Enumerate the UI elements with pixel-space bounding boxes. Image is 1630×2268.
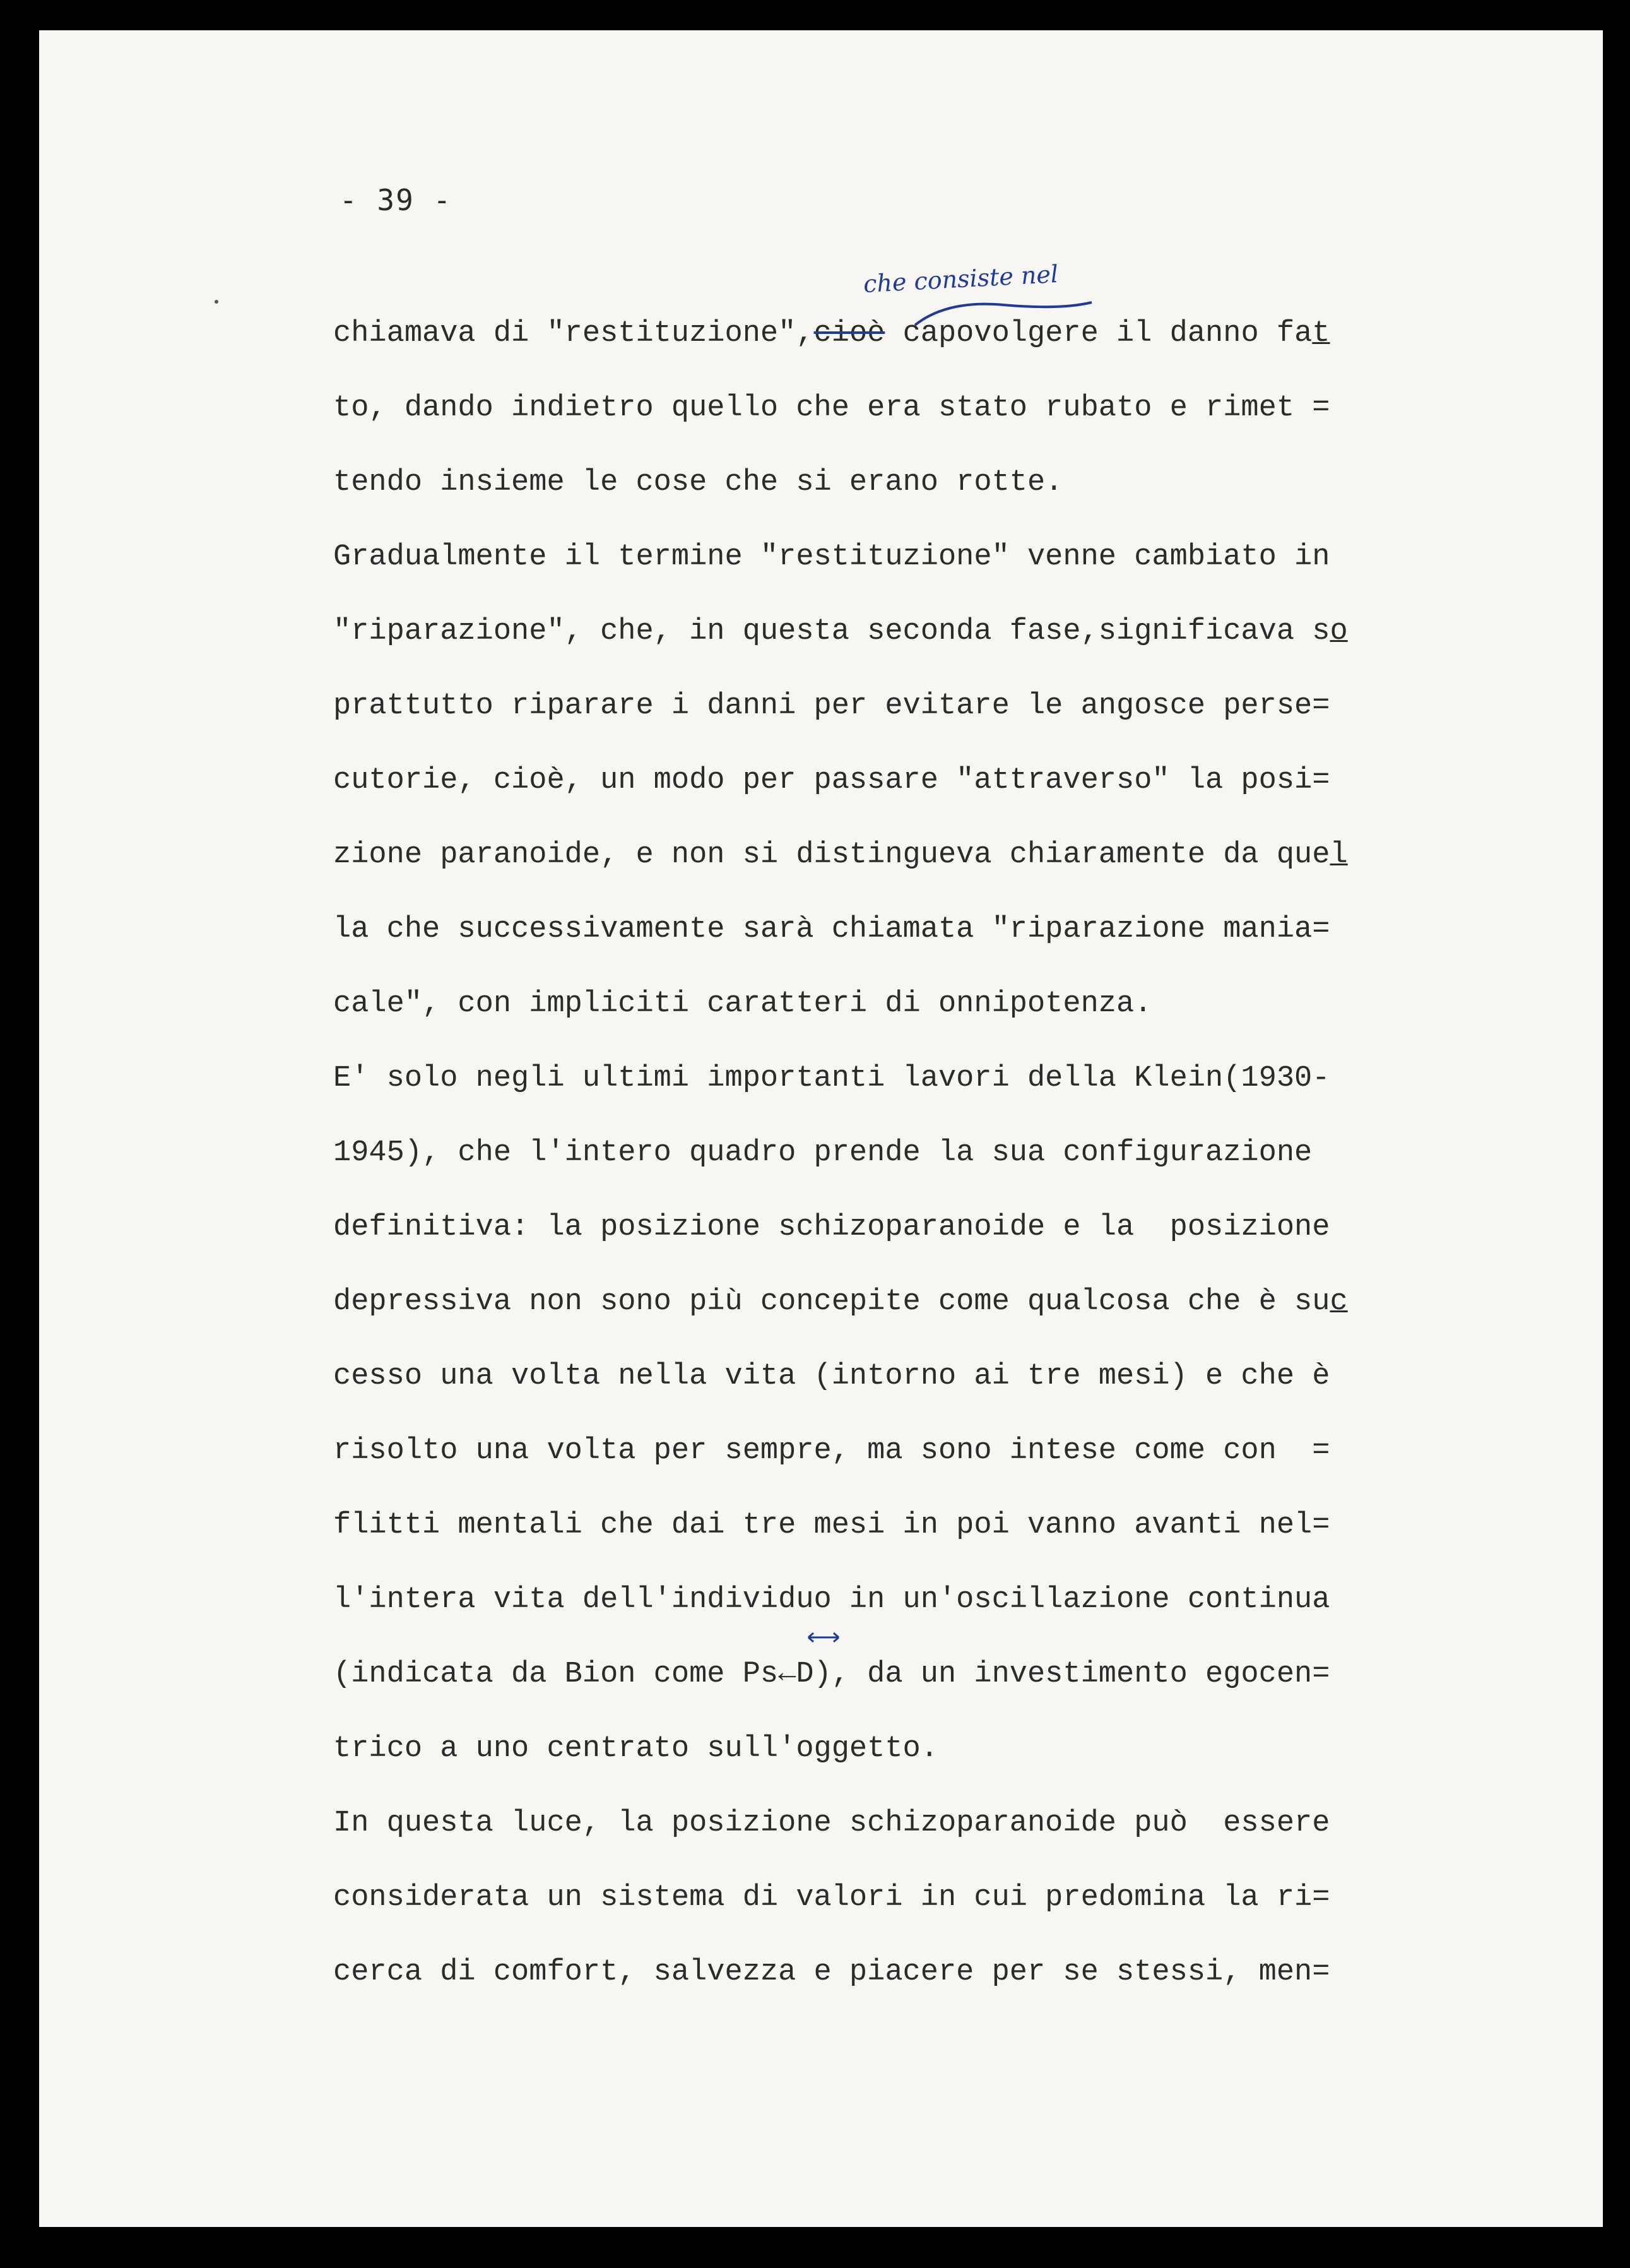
- text-line: cesso una volta nella vita (intorno ai tre mesi) e che è: [333, 1360, 1330, 1393]
- text-line: to, dando indietro quello che era stato rubato e rimet =: [333, 391, 1330, 425]
- text-line: la che successivamente sarà chiamata "riparazione mania=: [333, 913, 1330, 946]
- ink-speck: [215, 300, 218, 304]
- text-line: (indicata da Bion come Ps←D), da un investimento egocen=: [333, 1658, 1330, 1691]
- handwritten-insertion: che consiste nel: [863, 259, 1060, 299]
- text-line: flitti mentali che dai tre mesi in poi vanno avanti nel=: [333, 1509, 1330, 1542]
- text-line: E' solo negli ultimi importanti lavori della Klein(1930-: [333, 1062, 1330, 1095]
- text-line: l'intera vita dell'individuo in un'oscillazione continua: [333, 1583, 1330, 1617]
- text-line: trico a uno centrato sull'oggetto.: [333, 1732, 938, 1766]
- text-run: zione paranoide, e non si distingueva chiaramente da que: [333, 838, 1330, 872]
- underlined-char: l: [1330, 838, 1348, 872]
- text-line: considerata un sistema di valori in cui predomina la ri=: [333, 1881, 1330, 1915]
- text-line: prattutto riparare i danni per evitare le angosce perse=: [333, 689, 1330, 723]
- text-line: cerca di comfort, salvezza e piacere per se stessi, men=: [333, 1956, 1330, 1989]
- typewritten-body: [333, 297, 1564, 2010]
- text-run: chiamava di "restituzione",: [333, 317, 814, 350]
- text-line: cutorie, cioè, un modo per passare "attraverso" la posi=: [333, 764, 1330, 797]
- text-run: "riparazione", che, in questa seconda fase,significava s: [333, 615, 1330, 648]
- text-line: definitiva: la posizione schizoparanoide e la posizione: [333, 1211, 1330, 1244]
- text-line: cale", con impliciti caratteri di onnipotenza.: [333, 987, 1152, 1021]
- text-line: In questa luce, la posizione schizoparanoide può essere: [333, 1807, 1330, 1840]
- text-run: capovolgere il danno fa: [885, 317, 1313, 350]
- text-line: Gradualmente il termine "restituzione" venne cambiato in: [333, 540, 1330, 574]
- text-run: depressiva non sono più concepite come qualcosa che è su: [333, 1285, 1330, 1319]
- struck-word: cioè: [813, 317, 885, 350]
- text-line: 1945), che l'intero quadro prende la sua configurazione: [333, 1136, 1313, 1170]
- text-line: [333, 297, 1564, 371]
- text-line: [333, 595, 1564, 669]
- text-line: [333, 1265, 1564, 1339]
- underlined-char: c: [1330, 1285, 1348, 1319]
- text-line: tendo insieme le cose che si erano rotte.: [333, 466, 1063, 499]
- text-line: risolto una volta per sempre, ma sono intese come con =: [333, 1434, 1330, 1468]
- text-line: [333, 818, 1564, 893]
- underlined-char: t: [1312, 317, 1330, 350]
- underlined-char: o: [1330, 615, 1348, 648]
- page-number: - 39 -: [340, 183, 452, 217]
